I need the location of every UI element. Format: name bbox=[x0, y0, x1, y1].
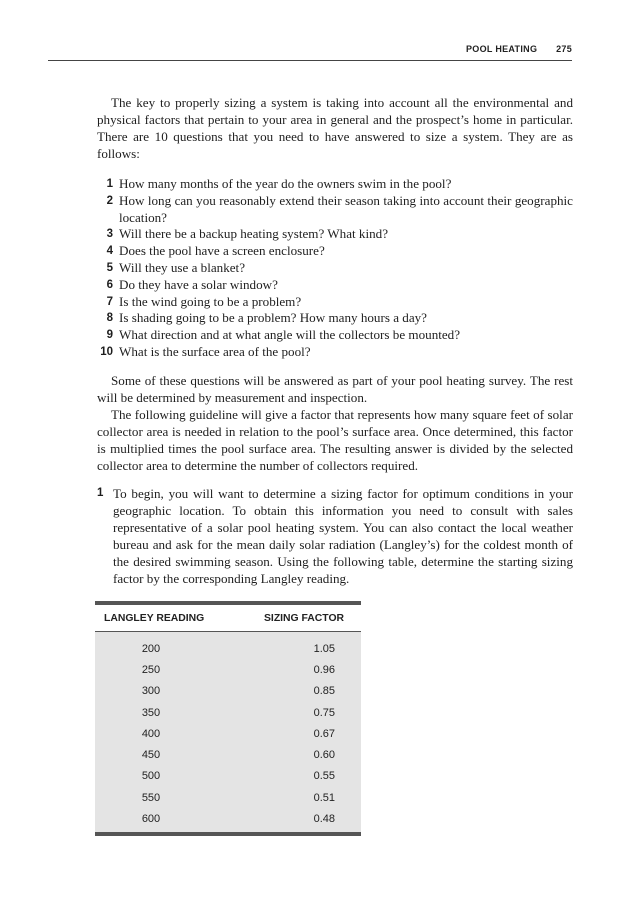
list-item bbox=[97, 260, 573, 277]
item-number: 2 bbox=[106, 194, 113, 207]
factor-cell: 0.75 bbox=[313, 706, 335, 719]
factor-cell: 0.85 bbox=[313, 685, 335, 698]
survey-paragraph: Some of these questions will be answered as part of your pool heating survey. The rest will be determined by measurement and inspection. bbox=[97, 373, 573, 405]
item-text: What direction and at what angle will the collectors be mounted? bbox=[119, 327, 461, 343]
item-number: 4 bbox=[106, 245, 113, 258]
guideline-paragraph: The following guideline will give a factor that represents how many square feet of solar collector area is needed in relation to the pool’s surface area. Once determined, this factor is multiplied times the pool surface area. The resulting answer is divided by the selected collector area to determine the number of collectors required. bbox=[97, 407, 573, 473]
factor-cell: 1.05 bbox=[313, 642, 335, 655]
factor-cell: 0.55 bbox=[313, 770, 335, 783]
table-row bbox=[95, 787, 361, 808]
factor-cell: 0.60 bbox=[313, 749, 335, 762]
langley-cell: 250 bbox=[141, 663, 161, 676]
item-number: 8 bbox=[106, 312, 113, 325]
item-number: 7 bbox=[106, 295, 113, 308]
sizing-table bbox=[95, 601, 361, 836]
item-text: What is the surface area of the pool? bbox=[119, 343, 311, 359]
table-body bbox=[95, 632, 361, 832]
step-text: To begin, you will want to determine a sizing factor for optimum conditions in your geographic location. To obtain this information you need to consult with sales representative of a solar pool heating system. You can also contact the local weather bureau and ask for the mean daily solar radiation (Langley’s) for the coldest month of the desired swimming season. Using the following table, determine the starting sizing factor by the corresponding Langley reading. bbox=[113, 486, 573, 587]
item-text: Do they have a solar window? bbox=[119, 276, 278, 292]
chapter-title: POOL HEATING bbox=[465, 44, 538, 54]
langley-cell: 400 bbox=[141, 727, 161, 740]
table-row bbox=[95, 681, 361, 702]
item-text: How many months of the year do the owners swim in the pool? bbox=[119, 176, 452, 191]
item-text: Is the wind going to be a problem? bbox=[119, 293, 302, 309]
list-item bbox=[97, 294, 573, 311]
table-row bbox=[95, 744, 361, 765]
step-number: 1 bbox=[97, 487, 104, 499]
step-item bbox=[97, 485, 573, 588]
factor-cell: 0.96 bbox=[313, 663, 335, 676]
item-number: 5 bbox=[106, 261, 113, 274]
table-row bbox=[95, 808, 361, 829]
langley-cell: 450 bbox=[141, 749, 161, 762]
question-list bbox=[97, 176, 573, 361]
factor-cell: 0.48 bbox=[313, 813, 335, 826]
list-item bbox=[97, 310, 573, 327]
list-item bbox=[97, 277, 573, 294]
factor-cell: 0.67 bbox=[313, 727, 335, 740]
list-item bbox=[97, 176, 573, 193]
item-text: Does the pool have a screen enclosure? bbox=[119, 243, 325, 259]
factor-cell: 0.51 bbox=[313, 791, 335, 804]
list-item bbox=[97, 344, 573, 361]
langley-cell: 350 bbox=[141, 706, 161, 719]
langley-cell: 300 bbox=[141, 685, 161, 698]
column-header-sizing-factor: SIZING FACTOR bbox=[264, 612, 345, 624]
item-number: 10 bbox=[100, 345, 113, 358]
column-header-langley: LANGLEY READING bbox=[104, 612, 205, 624]
page-number: 275 bbox=[556, 44, 572, 54]
table-row bbox=[95, 638, 361, 659]
table-header bbox=[95, 605, 361, 632]
item-number: 1 bbox=[106, 178, 113, 190]
list-item bbox=[97, 226, 573, 243]
item-text: How long can you reasonably extend their season taking into account their geographic location? bbox=[119, 192, 573, 225]
table-row bbox=[95, 723, 361, 744]
intro-paragraph: The key to properly sizing a system is taking into account all the environmental and physical factors that pertain to your area in general and the prospect’s home in particular. There are 10 questions that you need to have answered to size a system. They are as follows: bbox=[97, 95, 573, 161]
table-row bbox=[95, 702, 361, 723]
body-paragraphs bbox=[97, 372, 573, 474]
item-text: Is shading going to be a problem? How many hours a day? bbox=[119, 310, 427, 326]
langley-cell: 550 bbox=[141, 791, 161, 804]
running-header bbox=[48, 44, 572, 61]
table-row bbox=[95, 766, 361, 787]
item-text: Will there be a backup heating system? What kind? bbox=[119, 226, 389, 242]
langley-cell: 200 bbox=[141, 642, 161, 655]
list-item bbox=[97, 327, 573, 344]
langley-cell: 600 bbox=[141, 813, 161, 826]
item-number: 9 bbox=[106, 329, 113, 342]
list-item bbox=[97, 243, 573, 260]
item-number: 6 bbox=[106, 278, 113, 291]
item-number: 3 bbox=[106, 228, 113, 241]
table-row bbox=[95, 659, 361, 680]
langley-cell: 500 bbox=[141, 770, 161, 783]
list-item bbox=[97, 193, 573, 227]
item-text: Will they use a blanket? bbox=[119, 259, 246, 275]
